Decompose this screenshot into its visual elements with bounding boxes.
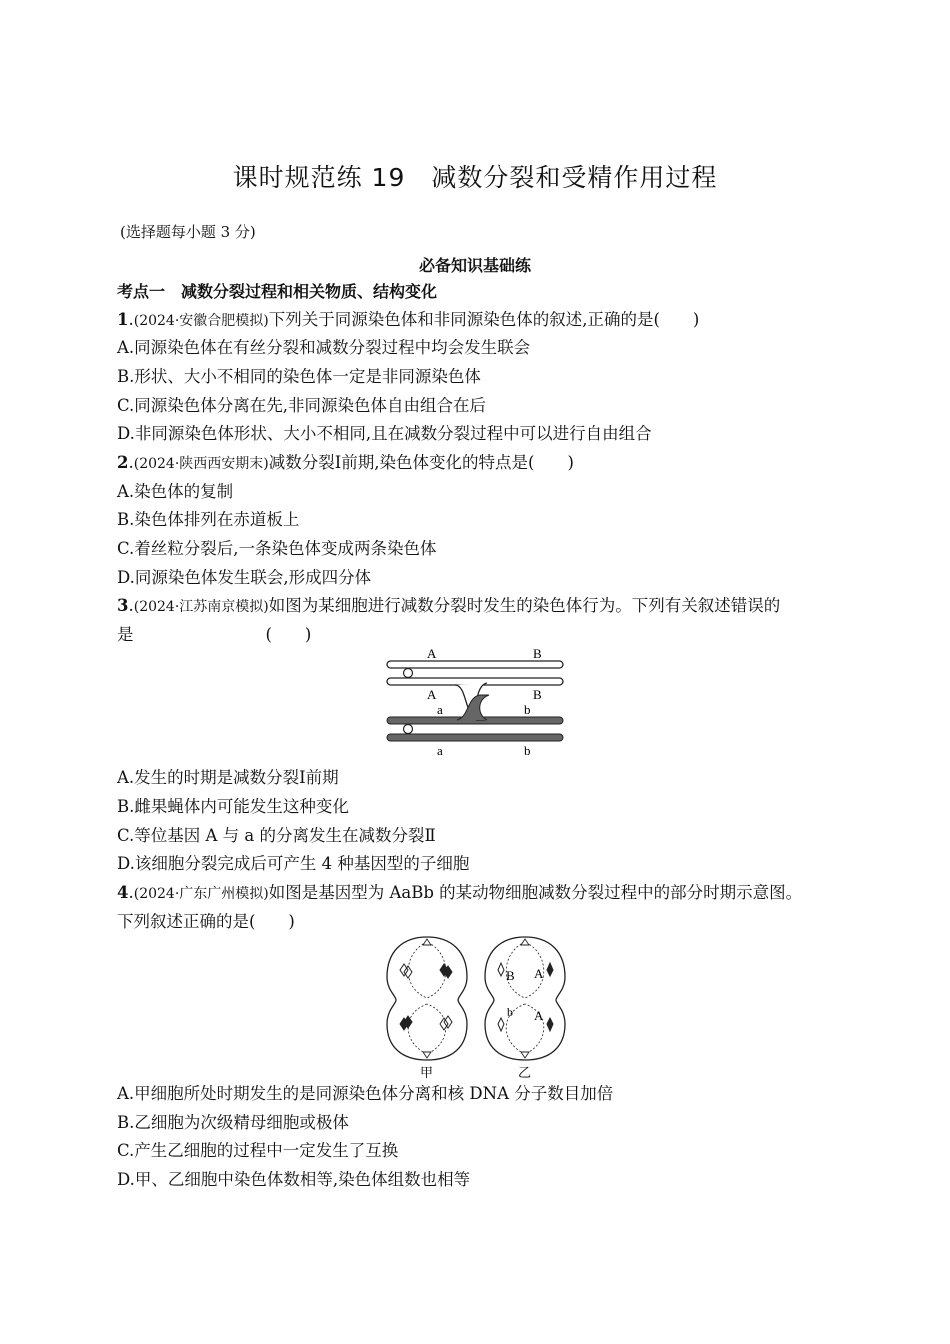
option-c: C.同源染色体分离在先,非同源染色体自由组合在后 (117, 396, 487, 415)
centromere-lower (404, 725, 413, 734)
question-number: 2 (117, 453, 129, 472)
question-text: 下列关于同源染色体和非同源染色体的叙述,正确的是( ) (268, 310, 700, 329)
gene-label: b (507, 1005, 513, 1019)
gene-label: B (533, 646, 542, 661)
cell-division-figure (382, 932, 572, 1080)
gene-label: A (534, 966, 544, 981)
option-c: C.产生乙细胞的过程中一定发生了互换 (117, 1141, 399, 1160)
question-source: (2024·江苏南京模拟) (133, 599, 269, 615)
figure-label: 乙 (518, 1065, 532, 1080)
figure-label: 甲 (420, 1065, 434, 1080)
option-a: A.染色体的复制 (117, 482, 234, 501)
question-text: 如图是基因型为 AaBb 的某动物细胞减数分裂过程中的部分时期示意图。 (268, 883, 803, 902)
chromosome-crossover-figure (385, 645, 567, 760)
crossover-grey (457, 695, 489, 720)
question-number: 3 (117, 596, 129, 615)
gene-label: A (427, 646, 437, 661)
chromatid-4 (387, 734, 563, 741)
gene-label: B (506, 968, 515, 983)
option-d: D.甲、乙细胞中染色体数相等,染色体组数也相等 (117, 1170, 471, 1189)
option-b: B.形状、大小不相同的染色体一定是非同源染色体 (117, 367, 481, 386)
gene-label: b (524, 702, 531, 717)
cell-jia (387, 937, 467, 1060)
question-1-stem: 1.(2024·安徽合肥模拟)下列关于同源染色体和非同源染色体的叙述,正确的是( ) (117, 310, 700, 329)
question-3-stem-cont: 是 ( ) (117, 625, 312, 644)
question-3-stem: 3.(2024·江苏南京模拟)如图为某细胞进行减数分裂时发生的染色体行为。下列有关叙述错误的 (117, 596, 781, 615)
question-4-stem: 4.(2024·广东广州模拟)如图是基因型为 AaBb 的某动物细胞减数分裂过程中的部分时期示意图。 (117, 883, 803, 902)
cell-yi (485, 937, 565, 1060)
option-a: A.发生的时期是减数分裂Ⅰ前期 (117, 768, 339, 787)
option-c: C.等位基因 A 与 a 的分离发生在减数分裂Ⅱ (117, 826, 436, 845)
option-a: A.甲细胞所处时期发生的是同源染色体分离和核 DNA 分子数目加倍 (117, 1084, 614, 1103)
option-d: D.该细胞分裂完成后可产生 4 种基因型的子细胞 (117, 854, 470, 873)
question-2-stem: 2.(2024·陕西西安期末)减数分裂Ⅰ前期,染色体变化的特点是( ) (117, 453, 574, 472)
chromatid-1 (387, 661, 563, 668)
section-heading: 必备知识基础练 (418, 256, 531, 275)
score-note: (选择题每小题 3 分) (120, 223, 256, 241)
option-d: D.同源染色体发生联会,形成四分体 (117, 568, 372, 587)
option-b: B.乙细胞为次级精母细胞或极体 (117, 1113, 349, 1132)
gene-label: a (437, 743, 443, 758)
topic-heading: 考点一 减数分裂过程和相关物质、结构变化 (117, 282, 438, 301)
question-source: (2024·陕西西安期末) (133, 456, 269, 472)
option-c: C.着丝粒分裂后,一条染色体变成两条染色体 (117, 539, 437, 558)
question-source: (2024·安徽合肥模拟) (133, 313, 269, 329)
question-text: 如图为某细胞进行减数分裂时发生的染色体行为。下列有关叙述错误的 (268, 596, 781, 615)
question-number: 1 (117, 310, 129, 329)
option-b: B.染色体排列在赤道板上 (117, 510, 300, 529)
question-4-stem-cont: 下列叙述正确的是( ) (117, 912, 295, 931)
gene-label: a (437, 702, 443, 717)
gene-label: A (427, 687, 437, 702)
centromere-upper (404, 669, 413, 678)
option-d: D.非同源染色体形状、大小不相同,且在减数分裂过程中可以进行自由组合 (117, 424, 652, 443)
option-b: B.雌果蝇体内可能发生这种变化 (117, 797, 349, 816)
question-source: (2024·广东广州模拟) (133, 886, 269, 902)
gene-label: A (534, 1008, 544, 1023)
option-a: A.同源染色体在有丝分裂和减数分裂过程中均会发生联会 (117, 338, 531, 357)
gene-label: b (524, 743, 531, 758)
gene-label: B (533, 687, 542, 702)
page-title: 课时规范练 19 减数分裂和受精作用过程 (232, 163, 718, 192)
question-text: 减数分裂Ⅰ前期,染色体变化的特点是( ) (268, 453, 574, 472)
question-number: 4 (117, 883, 129, 902)
